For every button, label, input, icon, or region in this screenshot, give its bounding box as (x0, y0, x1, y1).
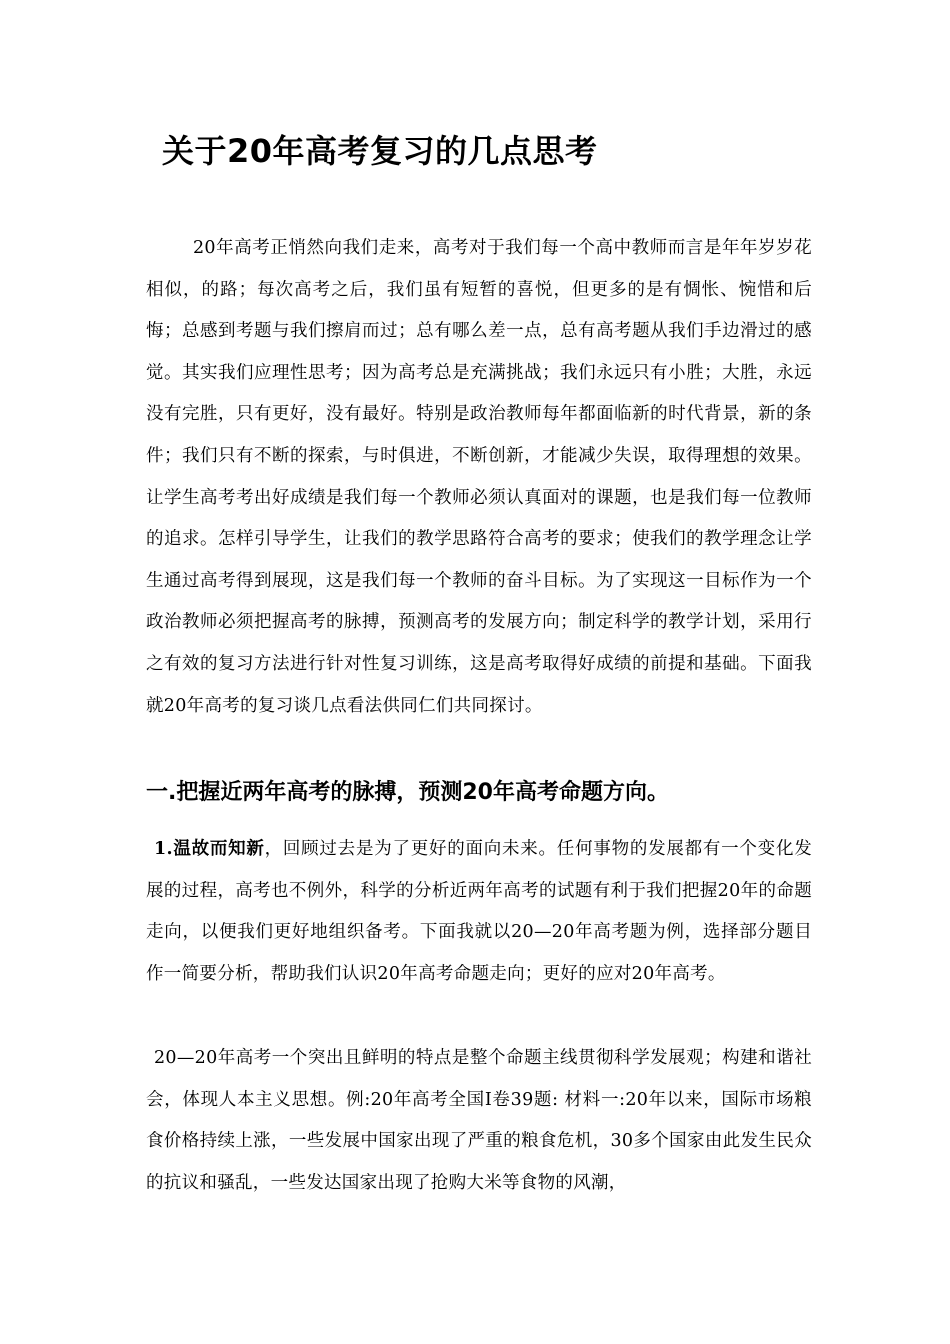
section-paragraph-2: 20—20年高考一个突出且鲜明的特点是整个命题主线贯彻科学发展观；构建和谐社会，体现人本主义思想。例:20年高考全国Ⅰ卷39题: 材料一:20年以来，国际市场粮食价格持续上涨，一些发展中国家出现了严重的粮食危机，30多个国家由此发生民众的抗议和骚乱，一些发达国家出现了抢购大米等食物的风潮， (146, 1048, 812, 1193)
document-title: 关于20年高考复习的几点思考 (162, 132, 598, 170)
section-heading: 一.把握近两年高考的脉搏，预测20年高考命题方向。 (146, 780, 669, 805)
paragraph-lead-phrase: 1.温故而知新 (154, 839, 265, 859)
intro-paragraph: 20年高考正悄然向我们走来，高考对于我们每一个高中教师而言是年年岁岁花相似，的路；每次高考之后，我们虽有短暂的喜悦，但更多的是有惆怅、惋惜和后悔；总感到考题与我们擦肩而过；总有哪么差一点，总有高考题从我们手边滑过的感觉。其实我们应理性思考；因为高考总是充满挑战；我们永远只有小胜；大胜，永远没有完胜，只有更好，没有最好。特别是政治教师每年都面临新的时代背景，新的条件；我们只有不断的探索，与时俱进，不断创新，才能减少失误，取得理想的效果。让学生高考考出好成绩是我们每一个教师必须认真面对的课题，也是我们每一位教师的追求。怎样引导学生，让我们的教学思路符合高考的要求；使我们的教学理念让学生通过高考得到展现，这是我们每一个教师的奋斗目标。为了实现这一目标作为一个政治教师必须把握高考的脉搏，预测高考的发展方向；制定科学的教学计划，采用行之有效的复习方法进行针对性复习训练，这是高考取得好成绩的前提和基础。下面我就20年高考的复习谈几点看法供同仁们共同探讨。 (146, 238, 812, 716)
paragraph-body-text: ，回顾过去是为了更好的面向未来。任何事物的发展都有一个变化发展的过程，高考也不例外，科学的分析近两年高考的试题有利于我们把握20年的命题走向，以便我们更好地组织备考。下面我就以20—20年高考题为例，选择部分题目作一简要分析，帮助我们认识20年高考命题走向；更好的应对20年高考。 (146, 839, 812, 984)
section-paragraph-1 (146, 829, 812, 995)
